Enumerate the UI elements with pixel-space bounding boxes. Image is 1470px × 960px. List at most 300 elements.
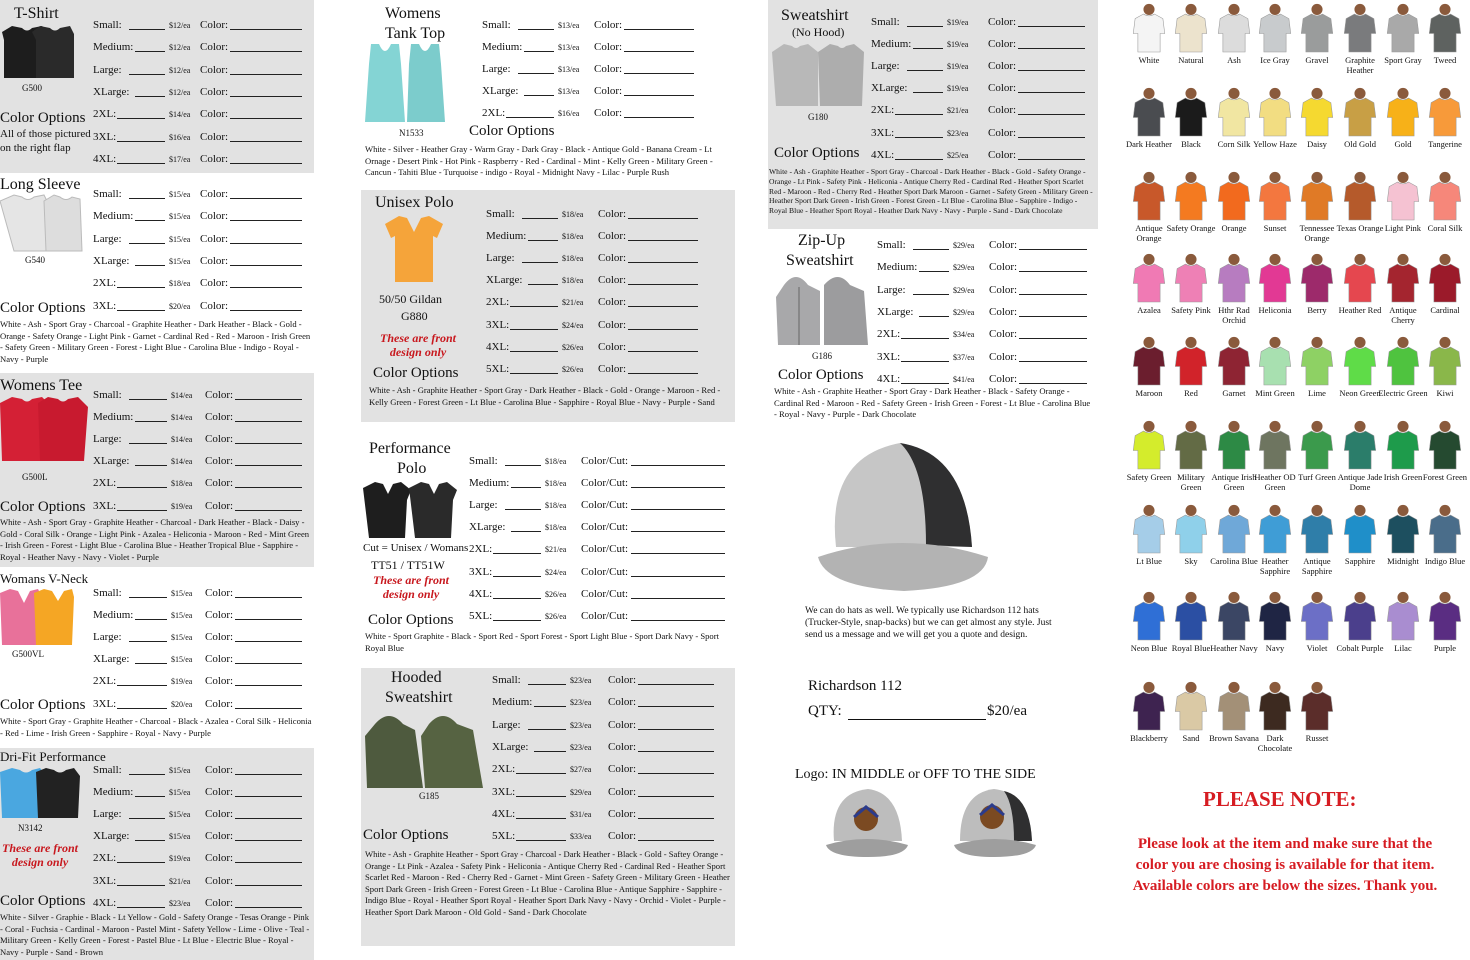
color-blank[interactable] bbox=[628, 351, 698, 352]
color-label: Color: bbox=[598, 318, 627, 331]
color-blank[interactable] bbox=[1019, 316, 1087, 317]
quantity-blank[interactable] bbox=[913, 48, 943, 49]
swatch-shirt-image bbox=[1130, 252, 1168, 302]
color-blank[interactable] bbox=[1018, 137, 1085, 138]
swatch-shirt-image bbox=[1172, 86, 1210, 136]
color-swatch[interactable] bbox=[1292, 680, 1342, 744]
quantity-blank[interactable] bbox=[117, 141, 165, 142]
swatch-label: Kiwi bbox=[1436, 388, 1454, 398]
swatch-label: Antique Cherry bbox=[1389, 305, 1417, 325]
quantity-blank[interactable] bbox=[135, 840, 165, 841]
color-blank[interactable] bbox=[1018, 26, 1085, 27]
swatch-label: Heather Red bbox=[1338, 305, 1382, 315]
color-blank[interactable] bbox=[230, 163, 302, 164]
unit-price: $15/ea bbox=[171, 633, 193, 643]
swatch-shirt-image bbox=[1256, 335, 1294, 385]
size-label: Small: bbox=[492, 674, 521, 686]
quantity-blank[interactable] bbox=[135, 265, 165, 266]
swatch-shirt-image bbox=[1256, 86, 1294, 136]
color-blank[interactable] bbox=[230, 51, 302, 52]
unit-price: $26/ea bbox=[562, 342, 584, 352]
color-blank[interactable] bbox=[631, 509, 725, 510]
quantity-blank[interactable] bbox=[117, 685, 167, 686]
quantity-blank[interactable] bbox=[117, 163, 165, 164]
size-label: Large: bbox=[469, 499, 498, 512]
size-row bbox=[877, 351, 1093, 365]
size-label: 2XL: bbox=[482, 107, 506, 120]
quantity-blank[interactable] bbox=[135, 663, 167, 664]
color-blank[interactable] bbox=[1019, 294, 1087, 295]
size-label: Large: bbox=[877, 283, 906, 296]
quantity-blank[interactable] bbox=[129, 641, 167, 642]
unit-price: $12/ea bbox=[169, 21, 191, 30]
color-blank[interactable] bbox=[1018, 48, 1085, 49]
color-label: Color: bbox=[205, 587, 234, 599]
quantity-blank[interactable] bbox=[117, 510, 167, 511]
color-blank[interactable] bbox=[638, 773, 714, 774]
quantity-blank[interactable] bbox=[506, 117, 554, 118]
color-blank[interactable] bbox=[235, 663, 302, 664]
womenstee-image bbox=[0, 395, 88, 465]
please-note-heading: PLEASE NOTE: bbox=[1203, 787, 1357, 811]
swatch-shirt-image bbox=[1130, 503, 1168, 553]
unit-price: $18/ea bbox=[562, 210, 584, 219]
swatch-label: Azalea bbox=[1137, 305, 1161, 315]
quantity-blank[interactable] bbox=[510, 329, 558, 330]
color-label: Color: bbox=[200, 19, 229, 31]
hooded-color-list: White - Ash - Graphite Heather - Sport Gray - Charcoal - Dark Heather - Black - Gold - Saftey Orange - Orange - Lt Pink - Azalea - Safety Pink - Heliconia - Antique Cherry Red - Cardinal Red - Heather Sport Scarlet Red - Maroon - Red - Cherry Red - Garnet - Mint Green - Safety Green - Military Green - Heather Sport Dark Green - Irish Green - Forest Green - Lt Blue - Carolina Blue - Antique Sapphire - Sapphire - Indigo Blue - Royal - Heather Sport Royal - Heather Sport Dark Navy - Navy - Orchid - Violet - Purple - Heather Sport Dark Maroon - Old Gold - Sand - Dark Chocolate bbox=[365, 849, 730, 917]
color-label: Color: bbox=[608, 807, 637, 820]
color-label: Color: bbox=[989, 305, 1018, 318]
quantity-blank[interactable] bbox=[510, 306, 558, 307]
color-blank[interactable] bbox=[1018, 114, 1085, 115]
color-label: Color: bbox=[989, 328, 1018, 341]
swatch-label: Tweed bbox=[1433, 55, 1457, 65]
size-label: XLarge: bbox=[93, 85, 130, 98]
quantity-blank[interactable] bbox=[516, 840, 566, 841]
color-blank[interactable] bbox=[638, 840, 714, 841]
tshirt-section bbox=[0, 0, 314, 173]
color-blank[interactable] bbox=[230, 29, 302, 30]
quantity-blank[interactable] bbox=[511, 487, 541, 488]
vneck-model: G500VL bbox=[12, 649, 44, 659]
quantity-blank[interactable] bbox=[511, 531, 541, 532]
color-swatch[interactable] bbox=[1420, 419, 1470, 483]
quantity-blank[interactable] bbox=[919, 316, 949, 317]
color-blank[interactable] bbox=[235, 885, 302, 886]
swatch-label: Carolina Blue bbox=[1210, 556, 1258, 566]
drifit-section bbox=[0, 748, 314, 960]
color-blank[interactable] bbox=[235, 399, 302, 400]
color-blank[interactable] bbox=[235, 708, 302, 709]
unit-price: $16/ea bbox=[169, 132, 191, 142]
size-row bbox=[877, 328, 1093, 342]
swatch-shirt-image bbox=[1172, 2, 1210, 52]
color-swatch[interactable] bbox=[1420, 335, 1470, 399]
quantity-blank[interactable] bbox=[524, 95, 554, 96]
size-row bbox=[93, 188, 308, 202]
color-swatch[interactable] bbox=[1420, 590, 1470, 654]
swatch-shirt-image bbox=[1384, 503, 1422, 553]
size-row bbox=[486, 274, 704, 288]
size-row bbox=[93, 433, 308, 447]
quantity-blank[interactable] bbox=[135, 619, 167, 620]
color-blank[interactable] bbox=[628, 240, 698, 241]
size-row bbox=[93, 153, 308, 167]
color-blank[interactable] bbox=[624, 117, 694, 118]
quantity-blank[interactable] bbox=[129, 818, 165, 819]
swatch-shirt-image bbox=[1298, 503, 1336, 553]
unit-price: $14/ea bbox=[169, 110, 191, 120]
color-blank[interactable] bbox=[230, 310, 302, 311]
color-blank[interactable] bbox=[631, 576, 725, 577]
quantity-blank[interactable] bbox=[516, 818, 566, 819]
quantity-blank[interactable] bbox=[135, 796, 165, 797]
size-label: Large: bbox=[93, 433, 122, 446]
color-blank[interactable] bbox=[235, 907, 302, 908]
color-label: Color: bbox=[200, 41, 229, 54]
quantity-blank[interactable] bbox=[493, 553, 541, 554]
unit-price: $21/ea bbox=[169, 876, 191, 886]
unit-price: $15/ea bbox=[169, 212, 191, 222]
size-label: 2XL: bbox=[486, 296, 510, 309]
size-row bbox=[871, 38, 1091, 52]
color-blank[interactable] bbox=[1019, 271, 1087, 272]
unit-price: $17/ea bbox=[169, 154, 191, 164]
swatch-shirt-image bbox=[1298, 252, 1336, 302]
color-blank[interactable] bbox=[235, 487, 302, 488]
quantity-blank[interactable] bbox=[901, 338, 949, 339]
quantity-blank[interactable] bbox=[117, 287, 165, 288]
quantity-blank[interactable] bbox=[129, 443, 167, 444]
unit-price: $37/ea bbox=[953, 352, 975, 362]
quantity-blank[interactable] bbox=[516, 773, 566, 774]
hat-logo-side-image bbox=[954, 785, 1036, 859]
color-blank[interactable] bbox=[235, 597, 302, 598]
color-blank[interactable] bbox=[1019, 383, 1087, 384]
color-blank[interactable] bbox=[235, 421, 302, 422]
size-row bbox=[492, 696, 720, 710]
color-blank[interactable] bbox=[631, 487, 725, 488]
color-label: Color: bbox=[205, 874, 234, 887]
color-blank[interactable] bbox=[1019, 338, 1087, 339]
color-label: Color: bbox=[200, 63, 229, 76]
swatch-shirt-image bbox=[1215, 170, 1253, 220]
color-blank[interactable] bbox=[235, 641, 302, 642]
color-label: Color: bbox=[205, 675, 234, 688]
color-blank[interactable] bbox=[1019, 249, 1087, 250]
polo-section bbox=[361, 190, 735, 422]
color-blank[interactable] bbox=[638, 706, 714, 707]
quantity-blank[interactable] bbox=[129, 774, 165, 775]
size-row bbox=[871, 16, 1091, 30]
swatch-shirt-image bbox=[1426, 2, 1464, 52]
color-blank[interactable] bbox=[624, 29, 694, 30]
quantity-blank[interactable] bbox=[518, 73, 554, 74]
quantity-blank[interactable] bbox=[913, 294, 949, 295]
color-blank[interactable] bbox=[235, 443, 302, 444]
quantity-blank[interactable] bbox=[919, 271, 949, 272]
color-blank[interactable] bbox=[235, 796, 302, 797]
color-blank[interactable] bbox=[235, 510, 302, 511]
quantity-blank[interactable] bbox=[518, 29, 554, 30]
perfpolo-model: TT51 / TT51W bbox=[371, 558, 445, 572]
size-row bbox=[871, 149, 1091, 163]
quantity-blank[interactable] bbox=[117, 118, 165, 119]
size-label: XLarge: bbox=[486, 274, 523, 287]
color-label: Color/Cut: bbox=[581, 543, 629, 556]
color-blank[interactable] bbox=[230, 118, 302, 119]
quantity-blank[interactable] bbox=[493, 620, 541, 621]
color-blank[interactable] bbox=[638, 729, 714, 730]
tshirt-note-line1: All of those pictured bbox=[0, 128, 91, 140]
color-blank[interactable] bbox=[628, 284, 698, 285]
swatch-shirt-image bbox=[1172, 335, 1210, 385]
unit-price: $14/ea bbox=[171, 435, 193, 445]
color-blank[interactable] bbox=[235, 619, 302, 620]
quantity-blank[interactable] bbox=[901, 383, 949, 384]
quantity-blank[interactable] bbox=[522, 262, 558, 263]
color-swatch[interactable] bbox=[1420, 2, 1470, 66]
swatch-label: Blackberry bbox=[1130, 733, 1168, 743]
color-blank[interactable] bbox=[1018, 92, 1085, 93]
color-blank[interactable] bbox=[1018, 159, 1085, 160]
quantity-blank[interactable] bbox=[510, 373, 558, 374]
womenstee-title: Womens Tee bbox=[0, 377, 83, 394]
hooded-image bbox=[365, 710, 485, 790]
color-blank[interactable] bbox=[230, 74, 302, 75]
color-label: Color: bbox=[598, 296, 627, 309]
swatch-label: White bbox=[1138, 55, 1160, 65]
unit-price: $15/ea bbox=[169, 256, 191, 266]
quantity-blank[interactable] bbox=[135, 51, 165, 52]
quantity-blank[interactable] bbox=[135, 96, 165, 97]
unit-price: $23/ea bbox=[570, 742, 592, 752]
zipup-image bbox=[776, 271, 868, 347]
quantity-blank[interactable] bbox=[129, 198, 165, 199]
quantity-blank[interactable] bbox=[135, 421, 167, 422]
unit-price: $12/ea bbox=[169, 87, 191, 97]
color-blank[interactable] bbox=[631, 465, 725, 466]
size-label: 3XL: bbox=[93, 697, 117, 710]
quantity-blank[interactable] bbox=[117, 907, 165, 908]
swatch-label: Sunset bbox=[1263, 223, 1287, 233]
color-blank[interactable] bbox=[235, 818, 302, 819]
color-blank[interactable] bbox=[235, 862, 302, 863]
color-label: Color: bbox=[608, 740, 637, 753]
swatch-label: Safety Green bbox=[1126, 472, 1172, 482]
swatch-label: Neon Green bbox=[1339, 388, 1381, 398]
swatch-label: Old Gold bbox=[1344, 139, 1376, 149]
unit-price: $18/ea bbox=[545, 479, 567, 489]
color-blank[interactable] bbox=[235, 840, 302, 841]
quantity-blank[interactable] bbox=[129, 29, 165, 30]
sweatshirt-section bbox=[768, 0, 1098, 229]
hooded-model: G185 bbox=[419, 791, 439, 801]
color-blank[interactable] bbox=[624, 51, 694, 52]
hat-name: Richardson 112 bbox=[808, 678, 903, 694]
hat-section bbox=[768, 429, 1098, 869]
quantity-blank[interactable] bbox=[505, 465, 541, 466]
color-blank[interactable] bbox=[230, 220, 302, 221]
zipup-color-list: White - Ash - Graphite Heather - Sport Gray - Dark Heather - Black - Safety Orange - Cardinal Red - Maroon - Red - Safety Green - Irish Green - Forest - Lt Blue - Carolina Blue - Royal - Navy - Purple - Dark Chocolate bbox=[774, 386, 1091, 419]
swatch-label: Dark Heather bbox=[1125, 139, 1172, 149]
color-blank[interactable] bbox=[631, 598, 725, 599]
color-blank[interactable] bbox=[230, 198, 302, 199]
quantity-blank[interactable] bbox=[534, 751, 566, 752]
color-blank[interactable] bbox=[638, 684, 714, 685]
quantity-blank[interactable] bbox=[117, 885, 165, 886]
size-row bbox=[486, 252, 704, 266]
size-row bbox=[93, 477, 308, 491]
quantity-blank[interactable] bbox=[129, 597, 167, 598]
quantity-blank[interactable] bbox=[129, 74, 165, 75]
quantity-blank[interactable] bbox=[510, 351, 558, 352]
quantity-blank[interactable] bbox=[522, 218, 558, 219]
color-blank[interactable] bbox=[631, 620, 725, 621]
quantity-blank[interactable] bbox=[907, 26, 943, 27]
color-blank[interactable] bbox=[628, 373, 698, 374]
quantity-blank[interactable] bbox=[528, 729, 566, 730]
quantity-blank[interactable] bbox=[516, 796, 566, 797]
size-label: Small: bbox=[93, 587, 122, 599]
color-swatch[interactable] bbox=[1420, 252, 1470, 316]
swatch-label: Sapphire bbox=[1344, 556, 1376, 566]
size-row bbox=[469, 588, 731, 602]
size-label: Small: bbox=[482, 19, 511, 31]
quantity-blank[interactable] bbox=[117, 310, 165, 311]
swatch-label: Ice Gray bbox=[1260, 55, 1290, 65]
size-row bbox=[877, 239, 1093, 253]
color-blank[interactable] bbox=[638, 818, 714, 819]
quantity-blank[interactable] bbox=[534, 706, 566, 707]
color-label: Color: bbox=[608, 674, 637, 686]
color-swatch[interactable] bbox=[1420, 86, 1470, 150]
quantity-blank[interactable] bbox=[117, 862, 165, 863]
quantity-blank[interactable] bbox=[895, 159, 943, 160]
quantity-blank[interactable] bbox=[117, 708, 167, 709]
unit-price: $15/ea bbox=[169, 234, 191, 244]
color-swatch[interactable] bbox=[1420, 503, 1470, 567]
swatch-shirt-image bbox=[1384, 335, 1422, 385]
quantity-blank[interactable] bbox=[528, 240, 558, 241]
color-blank[interactable] bbox=[1018, 70, 1085, 71]
color-blank[interactable] bbox=[230, 287, 302, 288]
color-blank[interactable] bbox=[1019, 361, 1087, 362]
color-blank[interactable] bbox=[235, 685, 302, 686]
womenstee-model: G500L bbox=[22, 472, 48, 482]
hat-image bbox=[816, 437, 990, 599]
color-blank[interactable] bbox=[628, 262, 698, 263]
quantity-blank[interactable] bbox=[913, 249, 949, 250]
unit-price: $24/ea bbox=[562, 320, 584, 330]
size-row bbox=[486, 319, 704, 333]
size-row bbox=[93, 64, 308, 78]
color-label: Color: bbox=[988, 148, 1017, 161]
color-blank[interactable] bbox=[235, 774, 302, 775]
quantity-blank[interactable] bbox=[901, 361, 949, 362]
size-label: 2XL: bbox=[93, 852, 117, 865]
color-blank[interactable] bbox=[624, 73, 694, 74]
color-label: Color: bbox=[989, 350, 1018, 363]
size-label: Medium: bbox=[93, 609, 134, 622]
color-blank[interactable] bbox=[230, 141, 302, 142]
quantity-blank[interactable] bbox=[907, 70, 943, 71]
unit-price: $13/ea bbox=[558, 87, 580, 97]
color-label: Color: bbox=[608, 696, 637, 709]
quantity-blank[interactable] bbox=[895, 114, 943, 115]
color-blank[interactable] bbox=[230, 243, 302, 244]
color-blank[interactable] bbox=[628, 218, 698, 219]
quantity-blank[interactable] bbox=[135, 465, 167, 466]
size-label: 4XL: bbox=[93, 896, 117, 909]
quantity-blank[interactable] bbox=[493, 598, 541, 599]
quantity-blank[interactable] bbox=[895, 137, 943, 138]
color-blank[interactable] bbox=[628, 329, 698, 330]
quantity-blank[interactable] bbox=[135, 220, 165, 221]
swatch-label: Navy bbox=[1265, 643, 1285, 653]
size-label: 4XL: bbox=[469, 587, 493, 600]
quantity-blank[interactable] bbox=[505, 509, 541, 510]
please-note-text: Please look at the item and make sure that the color you are chosing is available for that item. Available colors are below the sizes. Thank you. bbox=[1132, 836, 1438, 894]
size-row bbox=[93, 500, 308, 514]
tshirt-note-line2: on the right flap bbox=[0, 142, 71, 154]
color-blank[interactable] bbox=[235, 465, 302, 466]
quantity-blank[interactable] bbox=[129, 399, 167, 400]
quantity-blank[interactable] bbox=[117, 487, 167, 488]
quantity-blank[interactable] bbox=[913, 92, 943, 93]
quantity-blank[interactable] bbox=[129, 243, 165, 244]
color-blank[interactable] bbox=[631, 531, 725, 532]
size-row bbox=[871, 82, 1091, 96]
color-blank[interactable] bbox=[638, 796, 714, 797]
swatch-label: Heather Sapphire bbox=[1259, 556, 1291, 576]
color-blank[interactable] bbox=[230, 265, 302, 266]
color-swatch[interactable] bbox=[1420, 170, 1470, 234]
hat-description: We can do hats as well. We typically use Richardson 112 hats (Trucker-Style, snap-backs) but we can get almost any style. Just send us a message and we will get you a quote and design. bbox=[805, 606, 1052, 641]
color-blank[interactable] bbox=[624, 95, 694, 96]
swatch-label: Antique Orange bbox=[1135, 223, 1163, 243]
size-label: XLarge: bbox=[482, 85, 519, 98]
quantity-blank[interactable] bbox=[524, 51, 554, 52]
quantity-blank[interactable] bbox=[528, 284, 558, 285]
swatch-shirt-image bbox=[1384, 86, 1422, 136]
color-blank[interactable] bbox=[631, 553, 725, 554]
color-label: Color: bbox=[200, 152, 229, 165]
color-label: Color: bbox=[205, 499, 234, 512]
unit-price: $14/ea bbox=[171, 457, 193, 467]
color-blank[interactable] bbox=[628, 306, 698, 307]
color-blank[interactable] bbox=[638, 751, 714, 752]
color-label: Color: bbox=[205, 455, 234, 468]
perfpolo-image bbox=[363, 480, 457, 540]
color-label: Color/Cut: bbox=[581, 477, 629, 490]
unit-price: $18/ea bbox=[169, 279, 191, 289]
swatch-shirt-image bbox=[1215, 252, 1253, 302]
swatch-label: Heather OD Green bbox=[1254, 472, 1296, 492]
size-label: Small: bbox=[93, 19, 122, 31]
longsleeve-section bbox=[0, 173, 314, 373]
size-label: Medium: bbox=[482, 41, 523, 54]
unit-price: $19/ea bbox=[947, 84, 969, 94]
sweatshirt-title: Sweatshirt bbox=[781, 7, 849, 24]
size-row bbox=[93, 631, 308, 645]
quantity-blank[interactable] bbox=[493, 576, 541, 577]
color-blank[interactable] bbox=[230, 96, 302, 97]
quantity-blank[interactable] bbox=[528, 684, 566, 685]
color-label: Color: bbox=[598, 252, 627, 265]
size-row bbox=[93, 897, 308, 911]
